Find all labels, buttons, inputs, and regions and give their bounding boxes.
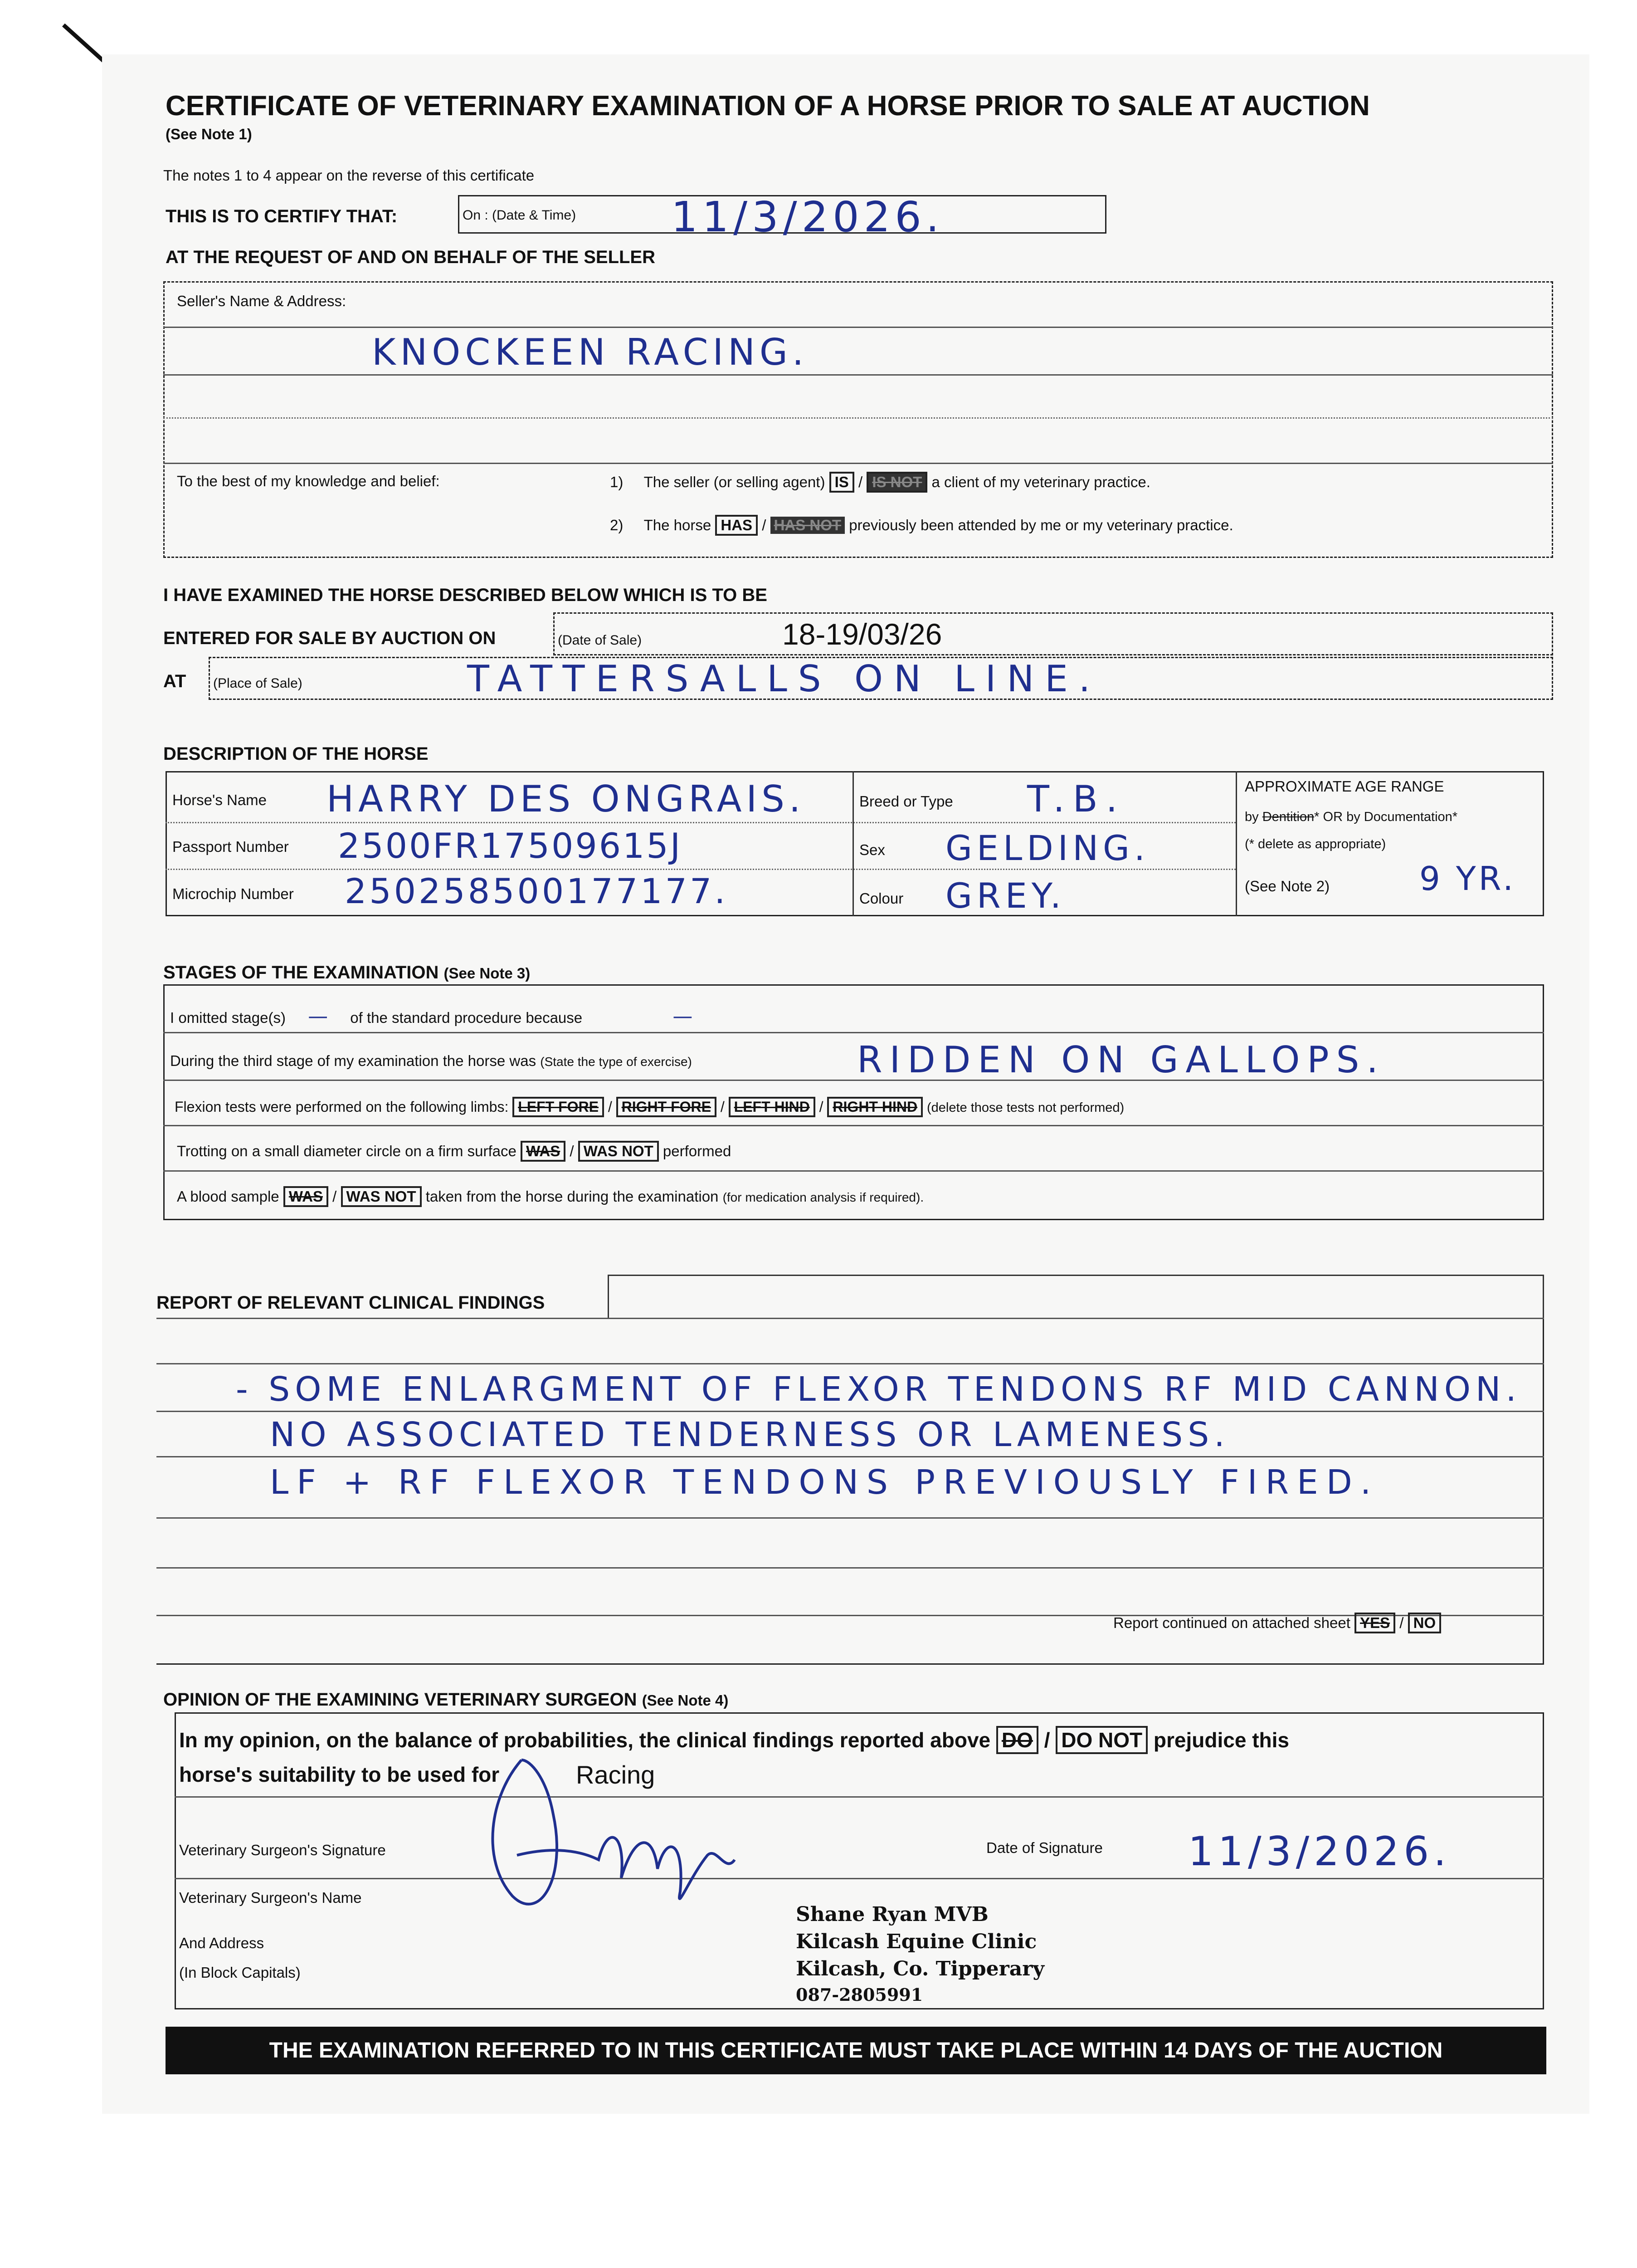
omitted-line: I omitted stage(s) — of the standard procedure because — xyxy=(170,1005,693,1028)
trot-was-not-option[interactable]: WAS NOT xyxy=(578,1141,659,1162)
opinion-text-2: horse's suitability to be used for xyxy=(179,1763,500,1786)
blood-was-not-option[interactable]: WAS NOT xyxy=(341,1186,422,1207)
is-option[interactable]: IS xyxy=(829,472,854,493)
block-capitals-label: (In Block Capitals) xyxy=(179,1964,301,1981)
signature-mark xyxy=(463,1742,744,1932)
has-not-option[interactable]: HAS NOT xyxy=(770,517,845,534)
sale-place: TATTERSALLS ON LINE. xyxy=(467,658,1101,700)
seller-label: Seller's Name & Address: xyxy=(177,293,346,309)
horse-name: HARRY DES ONGRAIS. xyxy=(326,778,805,820)
sale-date-label: (Date of Sale) xyxy=(558,633,642,648)
do-option[interactable]: DO xyxy=(996,1726,1038,1754)
belief-label: To the best of my knowledge and belief: xyxy=(177,473,440,489)
finding-line-3: LF + RF FLEXOR TENDONS PREVIOUSLY FIRED. xyxy=(270,1463,1379,1502)
on-label: On : (Date & Time) xyxy=(463,208,576,223)
report-heading: REPORT OF RELEVANT CLINICAL FINDINGS xyxy=(156,1293,545,1313)
notes-text: The notes 1 to 4 appear on the reverse of this certificate xyxy=(163,167,535,184)
opinion-text: In my opinion, on the balance of probabilities, the clinical findings reported above DO / DO NOT prejudice this xyxy=(179,1726,1289,1754)
trotting-line: Trotting on a small diameter circle on a firm surface WAS / WAS NOT performed xyxy=(177,1141,731,1162)
sale-date: 18-19/03/26 xyxy=(782,617,942,651)
age-title: APPROXIMATE AGE RANGE xyxy=(1245,778,1444,795)
age-delete-note: (* delete as appropriate) xyxy=(1245,837,1386,851)
footer-banner: THE EXAMINATION REFERRED TO IN THIS CERTIFICATE MUST TAKE PLACE WITHIN 14 DAYS OF THE AUCTION xyxy=(166,2027,1546,2074)
continued-yes-option[interactable]: YES xyxy=(1354,1613,1395,1633)
right-fore-option[interactable]: RIGHT FORE xyxy=(616,1097,716,1117)
signature-date: 11/3/2026. xyxy=(1188,1828,1451,1875)
intended-use: Racing xyxy=(576,1760,655,1789)
age-value: 9 YR. xyxy=(1419,860,1516,898)
age-note: (See Note 2) xyxy=(1245,878,1330,894)
sex-label: Sex xyxy=(859,841,885,858)
date-of-signature-label: Date of Signature xyxy=(986,1839,1103,1856)
stamp-name: Shane Ryan MVB xyxy=(796,1903,989,1926)
seller-client-line: 1) The seller (or selling agent) IS / IS NOT a client of my veterinary practice. xyxy=(610,472,1150,493)
exercise-type: RIDDEN ON GALLOPS. xyxy=(857,1039,1385,1081)
blood-was-option[interactable]: WAS xyxy=(283,1186,328,1207)
stamp-phone: 087-2805991 xyxy=(796,1984,923,2005)
flexion-line: Flexion tests were performed on the following limbs: LEFT FORE / RIGHT FORE / LEFT HIND / RIGHT HIND (delete those tests not performed) xyxy=(175,1097,1124,1117)
trot-was-option[interactable]: WAS xyxy=(521,1141,565,1162)
breed-label: Breed or Type xyxy=(859,793,953,810)
passport-label: Passport Number xyxy=(172,838,289,855)
stages-heading: STAGES OF THE EXAMINATION (See Note 3) xyxy=(163,963,531,982)
request-label: AT THE REQUEST OF AND ON BEHALF OF THE SELLER xyxy=(166,247,655,267)
microchip-number: 250258500177177. xyxy=(345,871,728,911)
colour-label: Colour xyxy=(859,890,904,907)
do-not-option[interactable]: DO NOT xyxy=(1056,1726,1148,1754)
third-stage-line: During the third stage of my examination the horse was (State the type of exercise) xyxy=(170,1052,692,1069)
left-hind-option[interactable]: LEFT HIND xyxy=(729,1097,815,1117)
opinion-heading: OPINION OF THE EXAMINING VETERINARY SURGEON (See Note 4) xyxy=(163,1690,729,1710)
examined-label: I HAVE EXAMINED THE HORSE DESCRIBED BELOW WHICH IS TO BE xyxy=(163,585,767,605)
is-not-option[interactable]: IS NOT xyxy=(867,472,927,493)
colour-value: GREY. xyxy=(945,875,1066,916)
vet-address-label: And Address xyxy=(179,1935,264,1951)
passport-number: 2500FR17509615J xyxy=(338,826,682,866)
horse-name-label: Horse's Name xyxy=(172,792,267,808)
horse-heading: DESCRIPTION OF THE HORSE xyxy=(163,744,429,764)
certify-label: THIS IS TO CERTIFY THAT: xyxy=(166,206,398,226)
seller-name: KNOCKEEN RACING. xyxy=(372,331,809,373)
sex-value: GELDING. xyxy=(945,828,1150,868)
sale-date-field[interactable] xyxy=(553,612,1553,655)
left-fore-option[interactable]: LEFT FORE xyxy=(512,1097,604,1117)
age-method: by Dentition* OR by Documentation* xyxy=(1245,810,1458,824)
microchip-label: Microchip Number xyxy=(172,885,294,902)
stamp-address: Kilcash, Co. Tipperary xyxy=(796,1957,1045,1980)
sale-place-label: (Place of Sale) xyxy=(213,676,302,691)
blood-line: A blood sample WAS / WAS NOT taken from the horse during the examination (for medication analysis if required). xyxy=(177,1186,924,1207)
has-option[interactable]: HAS xyxy=(715,515,758,536)
entered-label: ENTERED FOR SALE BY AUCTION ON xyxy=(163,628,496,648)
horse-attended-line: 2) The horse HAS / HAS NOT previously been attended by me or my veterinary practice. xyxy=(610,515,1233,536)
finding-line-1: - SOME ENLARGMENT OF FLEXOR TENDONS RF MID CANNON. xyxy=(236,1370,1521,1409)
right-hind-option[interactable]: RIGHT HIND xyxy=(827,1097,923,1117)
finding-line-2: NO ASSOCIATED TENDERNESS OR LAMENESS. xyxy=(270,1415,1230,1454)
signature-label: Veterinary Surgeon's Signature xyxy=(179,1842,386,1858)
breed-value: T.B. xyxy=(1027,778,1126,820)
stamp-clinic: Kilcash Equine Clinic xyxy=(796,1930,1037,1953)
title-note: (See Note 1) xyxy=(166,126,252,142)
vet-name-label: Veterinary Surgeon's Name xyxy=(179,1889,362,1906)
report-continued: Report continued on attached sheet YES / NO xyxy=(1113,1613,1441,1633)
certificate-title: CERTIFICATE OF VETERINARY EXAMINATION OF A HORSE PRIOR TO SALE AT AUCTION xyxy=(166,90,1370,122)
at-label: AT xyxy=(163,671,186,691)
exam-date: 11/3/2026. xyxy=(671,193,944,241)
continued-no-option[interactable]: NO xyxy=(1408,1613,1442,1633)
